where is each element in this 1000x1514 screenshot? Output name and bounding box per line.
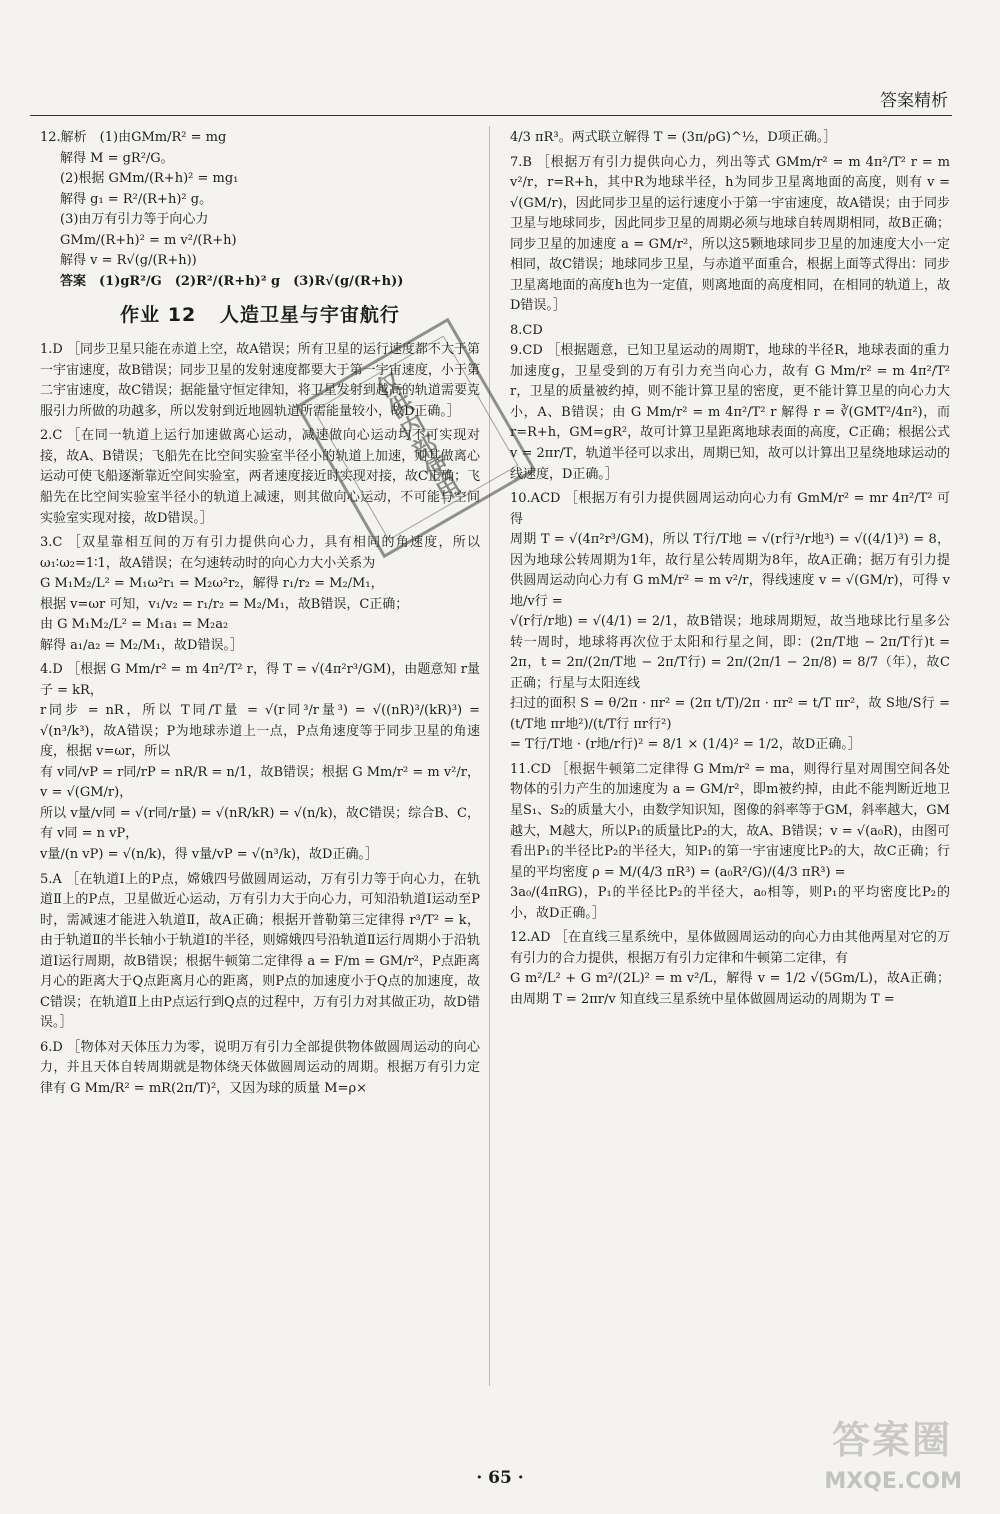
text-line: 12.AD ［在直线三星系统中，星体做圆周运动的向心力由其他两星对它的万有引力的合力提供，根据万有引力定律和牛顿第二定律，有 <box>510 930 950 966</box>
text-line: (2)根据 GMm/(R+h)² = mg₁ <box>60 171 239 187</box>
page-header: 答案精析 <box>880 91 948 111</box>
text-line: 10.ACD ［根据万有引力提供圆周运动向心力有 GmM/r² = mr 4π²/T² 可得 <box>510 491 950 527</box>
text-line: v量/(n vP) = √(n/k)，得 v量/vP = √(n³/k)，故D正确。］ <box>40 847 378 863</box>
answer-7 <box>510 153 950 317</box>
answer-line: 答案 (1)gR²/G (2)R²/(R+h)² g (3)R√(g/(R+h)) <box>60 273 404 289</box>
watermark-logo-text: 答案圈 <box>831 1418 952 1462</box>
text-line: 根据 v=ωr 可知，v₁/v₂ = r₁/r₂ = M₂/M₁，故B错误，C正确； <box>40 596 409 612</box>
section-title <box>40 300 480 330</box>
text-line: G m²/L² + G m²/(2L)² = m v²/L，解得 v = 1/2 √(5Gm/L)，故A正确；由周期 T = 2πr/v 知直线三星系统中星体做圆周运动的周期为 T = <box>510 971 950 1007</box>
column-divider <box>489 126 490 1386</box>
watermark <box>782 1414 982 1504</box>
text-line: 周期 T = √(4π²r³/GM)，所以 T行/T地 = √(r行³/r地³) = √((4/1)³) = 8，因为地球公转周期为1年，故行星公转周期为8年，故A正确；据万有引力提供圆周运动向心力有 G mM/r² = m v²/r，得线速度 v = √(GM/r)，可得 v地/v行 = <box>510 532 950 609</box>
stamp-text: 仅供内部使用 <box>368 368 465 508</box>
page-number: · 65 · <box>476 1468 524 1488</box>
answer-4 <box>40 660 480 865</box>
answer-11 <box>510 760 950 924</box>
text-line: 解得 v = R√(g/(R+h)) <box>60 253 197 269</box>
answer-10 <box>510 489 950 756</box>
answer-6-cont <box>510 128 950 149</box>
text-line: 12.解析 (1)由GMm/R² = mg <box>40 130 227 145</box>
text-line: 5.A ［在轨道Ⅰ上的P点，嫦娥四号做圆周运动，万有引力等于向心力，在轨道Ⅱ上的P点，卫星做近心运动，万有引力大于向心力，可知沿轨道Ⅰ运动至P时，需减速才能进入轨道Ⅱ，故A正确；根据开普勒第三定律得 r³/T² = k，由于轨道Ⅱ的半长轴小于轨道Ⅰ的半径，则嫦娥四号沿轨道Ⅱ运行周期小于沿轨道Ⅰ运行周期，故B错误；根据牛顿第二定律得 a = F/m = GM/r²，P点距离月心的距离大于Q点距离月心的距离，则P点的加速度小于Q点的加速度，故C错误；在轨道Ⅱ上由P点运行到Q点的过程中，万有引力对其做正功，故D错误。］ <box>40 871 480 1031</box>
text-line: G M₁M₂/L² = M₁ω²r₁ = M₂ω²r₂，解得 r₁/r₂ = M₂/M₁， <box>40 576 384 592</box>
text-line: 解得 g₁ = R²/(R+h)² g。 <box>60 191 213 207</box>
answer-12 <box>510 928 950 1010</box>
answer-5 <box>40 870 480 1034</box>
text-line: GMm/(R+h)² = m v²/(R+h) <box>60 232 237 248</box>
text-line: 由 G M₁M₂/L² = M₁a₁ = M₂a₂ <box>40 617 229 633</box>
left-column <box>40 128 480 1103</box>
right-column <box>510 128 950 1014</box>
text-line: (3)由万有引力等于向心力 <box>60 212 209 228</box>
text-line: 3.C ［双星靠相互间的万有引力提供向心力，具有相同的角速度，所以ω₁∶ω₂=1∶1，故A错误；在匀速转动时的向心力大小关系为 <box>40 535 480 571</box>
header-rule <box>30 115 952 116</box>
text-line: 所以 v量/v同 = √(r同/r量) = √(nR/kR) = √(n/k)，故C错误；综合B、C，有 v同 = n vP， <box>40 805 480 842</box>
text-line: √(r行/r地) = √(4/1) = 2/1，故B错误；地球周期短，故当地球比行星多公转一周时，地球将再次位于太阳和行星之间，即：(2π/T地 − 2π/T行)t = 2π，t = 2π/(2π/T地 − 2π/T行) = 2π/(2π/1 − 2π/8) = 8/7（年），故C正确；行星与太阳连线 <box>510 614 950 691</box>
answer-12-prev <box>40 128 480 292</box>
text-line: 解得 M = gR²/G。 <box>60 150 174 166</box>
section-heading: 人造卫星与宇宙航行 <box>219 304 400 327</box>
answer-3 <box>40 533 480 656</box>
text-line: 3a₀/(4πRG)，P₁的半径比P₂的半径大，a₀相等，则P₁的平均密度比P₂的小，故D正确。］ <box>510 885 950 921</box>
text-line: 有 v同/vP = r同/rP = nR/R = n/1，故B错误；根据 G Mm/r² = m v²/r，v = √(GM/r)， <box>40 764 480 801</box>
text-line: 2.C ［在同一轨道上运行加速做离心运动，减速做向心运动均不可实现对接，故A、B错误；飞船先在比空间实验室半径小的轨道上加速，则其做离心运动可使飞船逐渐靠近空间实验室，两者速度接近时实现对接，故C正确；飞船先在比空间实验室半径小的轨道上减速，则其做向心运动，不可能与空间实验室实现对接，故D错误。］ <box>40 428 480 526</box>
answer-6 <box>40 1038 480 1100</box>
text-line: 7.B ［根据万有引力提供向心力，列出等式 GMm/r² = m 4π²/T² r = m v²/r，r=R+h，其中R为地球半径，h为同步卫星离地面的高度，则有 v = √(GM/r)，因此同步卫星的运行速度小于第一宇宙速度，故A错误；由于同步卫星与地球同步，因此同步卫星的周期必须与地球自转周期相同，故B正确；同步卫星的加速度 a = GM/r²，所以这5颗地球同步卫星的加速度大小一定相同，故C错误；地球同步卫星，与赤道平面重合，根据上面等式得出：同步卫星离地面的高度h也为一定值，则离地面的高度相同，在相同的轨道上，故D错误。］ <box>510 154 950 314</box>
text-line: 6.D ［物体对天体压力为零，说明万有引力全部提供物体做圆周运动的向心力，并且天体自转周期就是物体绕天体做圆周运动的周期。根据万有引力定律有 G Mm/R² = mR(2π/T)²，又因为球的质量 M=ρ× <box>40 1039 480 1096</box>
text-line: 解得 a₁/a₂ = M₂/M₁，故D错误。］ <box>40 637 243 653</box>
text-line: 4/3 πR³。两式联立解得 T = (3π/ρG)^½，D项正确。］ <box>510 130 837 145</box>
text-line: r同步 = nR，所以 T同/T量 = √(r同³/r量³) = √((nR)³/(kR)³) = √(n³/k³)，故A错误；P为地球赤道上一点，P点角速度等于同步卫星的角速度，根据 v=ωr，所以 <box>40 703 480 760</box>
text-line: 9.CD ［根据题意，已知卫星运动的周期T，地球的半径R，地球表面的重力加速度g，卫星受到的万有引力充当向心力，故有 G Mm/r² = m 4π²/T² r，卫星的质量被约掉，则不能计算卫星的密度，更不能计算卫星的向心力大小，A、B错误；由 G Mm/r² = m 4π²/T² r 解得 r = ∛(GMT²/4π²)，而 r=R+h，GM=gR²，故可计算卫星距离地球表面的高度，C正确；根据公式 v = 2πr/T，轨道半径可以求出，周期已知，故可以计算出卫星绕地球运动的线速度，D正确。］ <box>510 343 950 482</box>
text-line: 11.CD ［根据牛顿第二定律得 G Mm/r² = ma，则得行星对周围空间各处物体的引力产生的加速度为 a = GM/r²，即m被约掉，由此不能判断近地卫星S₁、S₂的质量大小，由数学知识知，图像的斜率等于GM，斜率越大，GM越大，M越大，所以P₁的质量比P₂的大，故A、B错误；v = √(a₀R)，由图可看出P₁的半径比P₂的半径大，知P₁的第一宇宙速度比P₂的大，故C正确；行星的平均密度 ρ = M/(4/3 πR³) = (a₀R²/G)/(4/3 πR³) = <box>510 761 950 880</box>
text-line: 1.D ［同步卫星只能在赤道上空，故A错误；所有卫星的运行速度都不大于第一宇宙速度，故B错误；同步卫星的发射速度都要大于第一宇宙速度，小于第二宇宙速度，故C错误；据能量守恒定律知，将卫星发射到越高的轨道需要克服引力所做的功越多，所以发射到近地圆轨道所需能量较小，故D正确。］ <box>40 342 480 419</box>
section-label: 作业 12 <box>120 304 197 327</box>
text-line: 扫过的面积 S = θ/2π · πr² = (2π t/T)/2π · πr² = t/T πr²，故 S地/S行 = (t/T地 πr地²)/(t/T行 πr行²) <box>510 696 950 732</box>
answer-8-9 <box>510 321 950 485</box>
watermark-url: MXQE.COM <box>824 1469 962 1494</box>
text-line: 4.D ［根据 G Mm/r² = m 4π²/T² r，得 T = √(4π²r³/GM)，由题意知 r量子 = kR， <box>40 662 480 698</box>
text-line: = T行/T地 · (r地/r行)² = 8/1 × (1/4)² = 1/2，故D正确。］ <box>510 737 861 753</box>
text-line: 8.CD <box>510 322 543 338</box>
